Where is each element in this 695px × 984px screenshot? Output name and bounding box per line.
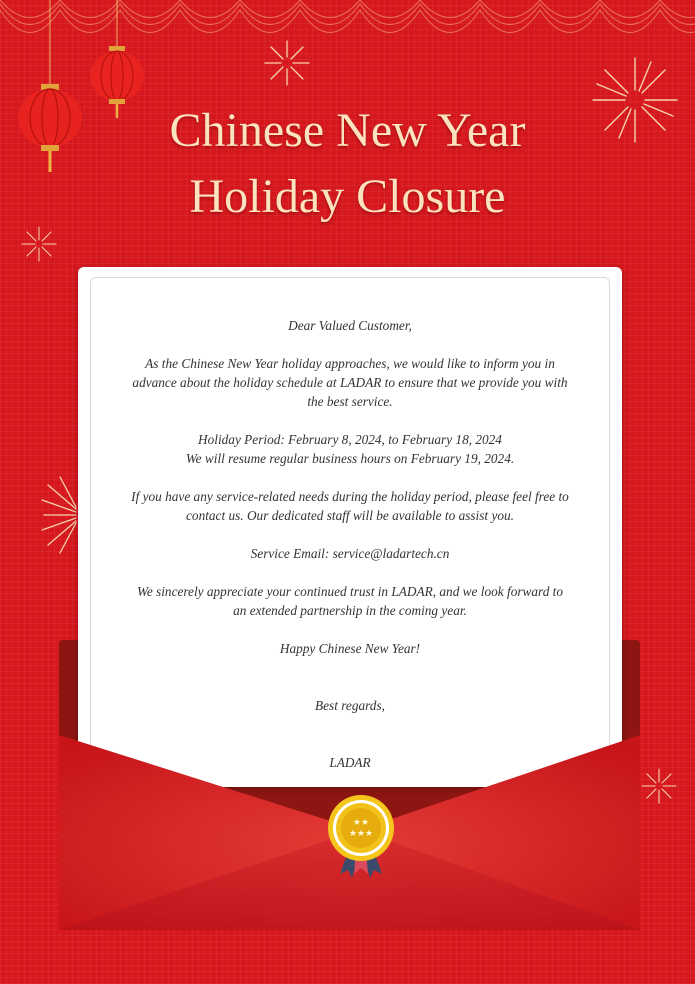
firework-icon bbox=[20, 225, 58, 263]
resume-date: We will resume regular business hours on February 19, 2024. bbox=[185, 451, 515, 466]
letter-schedule bbox=[131, 430, 569, 468]
svg-text:★★: ★★ bbox=[352, 818, 370, 828]
letter-contact: If you have any service-related needs during the holiday period, please feel free to contact us. Our dedicated staff will be available to assist you. bbox=[131, 489, 569, 523]
title-line-1: Chinese New Year bbox=[169, 104, 526, 157]
letter-greeting: Dear Valued Customer, bbox=[288, 318, 412, 333]
page-title bbox=[0, 98, 695, 230]
seal-icon bbox=[326, 794, 396, 880]
letter-appreciation: We sincerely appreciate your continued trust in LADAR, and we look forward to an extended partnership in the coming year. bbox=[136, 584, 564, 618]
letter-body bbox=[131, 316, 569, 791]
holiday-period: Holiday Period: February 8, 2024, to February 18, 2024 bbox=[198, 432, 502, 447]
letter-intro: As the Chinese New Year holiday approaches, we would like to inform you in advance about the holiday schedule at LADAR to ensure that we provide you with the best service. bbox=[132, 356, 568, 409]
letter-signature: LADAR bbox=[329, 755, 371, 770]
firework-icon bbox=[38, 475, 78, 555]
letter-wish: Happy Chinese New Year! bbox=[279, 641, 421, 656]
svg-text:★★★: ★★★ bbox=[348, 829, 374, 839]
letter-border bbox=[90, 277, 610, 787]
title-line-2: Holiday Closure bbox=[189, 170, 506, 223]
letter-closing: Best regards, bbox=[315, 698, 385, 713]
firework-icon bbox=[262, 38, 312, 88]
letter-paper bbox=[78, 267, 622, 787]
service-email: Service Email: service@ladartech.cn bbox=[250, 546, 450, 561]
firework-icon bbox=[640, 767, 678, 805]
